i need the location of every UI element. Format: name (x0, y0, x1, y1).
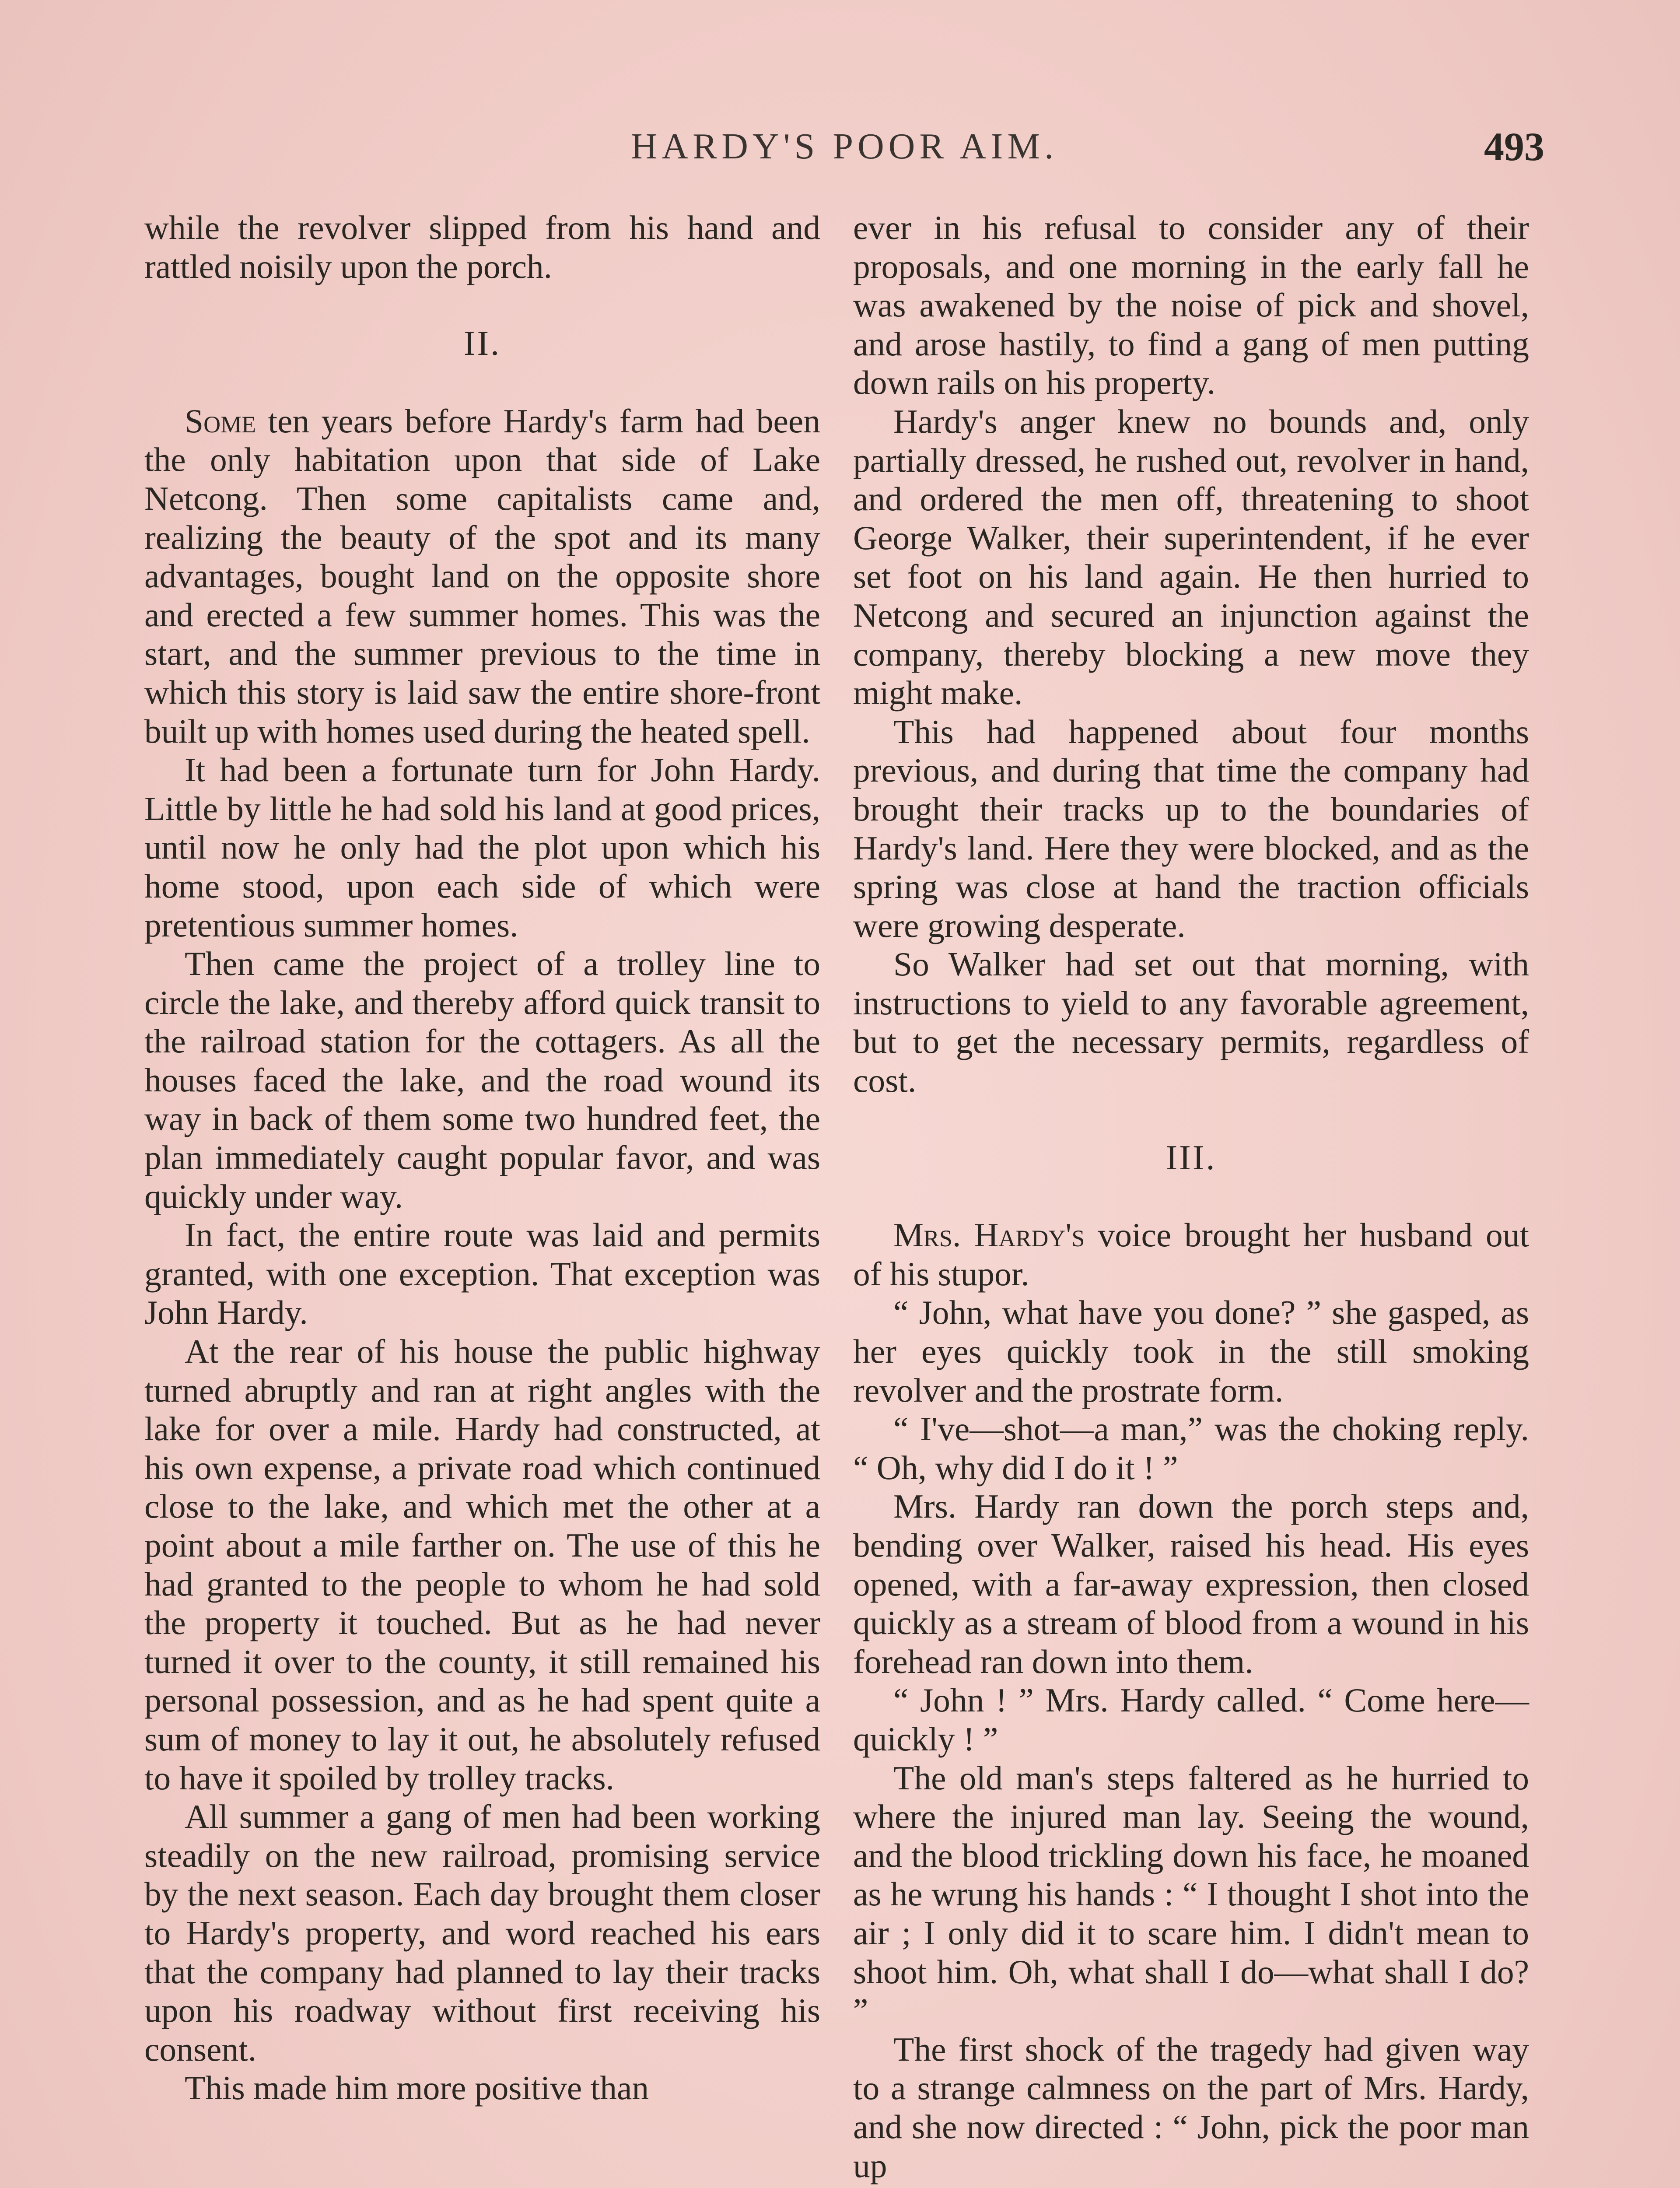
paragraph: while the revolver slipped from his hand and rattled noisily upon the porch. (144, 209, 820, 285)
paragraph: At the rear of his house the public highway turned abruptly and ran at right angles with the lake for over a mile. Hardy had constructed, at his own expense, a private road which continued close to the lake, and which met the other at a point about a mile farther on. The use of this he had granted to the people to whom he had sold the property it touched. But as he had never turned it over to the county, it still remained his personal possession, and as he had spent quite a sum of money to lay it out, he absolutely refused to have it spoiled by trolley tracks. (144, 1332, 820, 1797)
section-heading-3: III. (1166, 1138, 1217, 1177)
paragraph: Mrs. Hardy ran down the porch steps and, bending over Walker, raised his head. His eyes opened, with a far-away expression, then closed quickly as a stream of blood from a wound in his forehead ran down into them. (853, 1487, 1529, 1680)
paragraph: So Walker had set out that morning, with instructions to yield to any favorable agreement, but to get the necessary permits, regardless of cost. (853, 945, 1529, 1100)
paragraph: This had happened about four months previous, and during that time the company had brought their tracks up to the boundaries of Hardy's land. Here they were blocked, and as the spring was close at hand the traction officials were growing desperate. (853, 712, 1529, 944)
paragraph: “ John ! ” Mrs. Hardy called. “ Come here—quickly ! ” (853, 1681, 1529, 1758)
paragraph (853, 1216, 1529, 1293)
paragraph: “ I've—shot—a man,” was the choking reply. “ Oh, why did I do it ! ” (853, 1410, 1529, 1487)
paragraph: The first shock of the tragedy had given way to a strange calmness on the part of Mrs. Hardy, and she now directed : “ John, pick the poor man up (853, 2030, 1529, 2184)
running-title: HARDY'S POOR AIM. (630, 126, 1058, 167)
section-heading-2: II. (463, 324, 501, 363)
drop-lead-word: Mrs. Hardy's (893, 1216, 1085, 1254)
page-number: 493 (1484, 124, 1544, 169)
drop-lead-word: Some (185, 402, 256, 440)
paragraph: This made him more positive than (185, 2069, 649, 2107)
paragraph: Then came the project of a trolley line to circle the lake, and thereby afford quick transit to the railroad station for the cottagers. As all the houses faced the lake, and the road wound its way in back of them some two hundred feet, the plan immediately caught popular favor, and was quickly under way. (144, 945, 820, 1215)
paragraph: In fact, the entire route was laid and permits granted, with one exception. That exception was John Hardy. (144, 1216, 820, 1332)
paragraph: All summer a gang of men had been working steadily on the new railroad, promising service by the next season. Each day brought them closer to Hardy's property, and word reached his ears that the company had planned to lay their tracks upon his roadway without first receiving his consent. (144, 1798, 820, 2068)
paragraph: The old man's steps faltered as he hurried to where the injured man lay. Seeing the wound, and the blood trickling down his face, he moaned as he wrung his hands : “ I thought I shot into the air ; I only did it to scare him. I didn't mean to shoot him. Oh, what shall I do—what shall I do? ” (853, 1759, 1529, 2030)
paragraph: It had been a fortunate turn for John Hardy. Little by little he had sold his land at good prices, until now he only had the plot upon which his home stood, upon each side of which were pretentious summer homes. (144, 751, 820, 944)
left-column (144, 208, 820, 2107)
right-column (853, 208, 1529, 2185)
paragraph: Hardy's anger knew no bounds and, only partially dressed, he rushed out, revolver in hand, and ordered the men off, threatening to shoot George Walker, their superintendent, if he ever set foot on his land again. He then hurried to Netcong and secured an injunction against the company, thereby blocking a new move they might make. (853, 402, 1529, 712)
paragraph: “ John, what have you done? ” she gasped, as her eyes quickly took in the still smoking revolver and the prostrate form. (853, 1294, 1529, 1409)
paragraph: ever in his refusal to consider any of their proposals, and one morning in the early fall he was awakened by the noise of pick and shovel, and arose hastily, to find a gang of men putting down rails on his property. (853, 209, 1529, 402)
paragraph-text: ten years before Hardy's farm had been the only habitation upon that side of Lake Netcong. Then some capitalists came and, realizing the beauty of the spot and its many advantages, bought land on the opposite shore and erected a few summer homes. This was the start, and the summer previous to the time in which this story is laid saw the entire shore-front built up with homes used during the heated spell. (144, 402, 820, 750)
paragraph-text: voice brought her husband out of his stupor. (853, 1216, 1529, 1293)
page-header (144, 125, 1544, 173)
paragraph (144, 402, 820, 750)
